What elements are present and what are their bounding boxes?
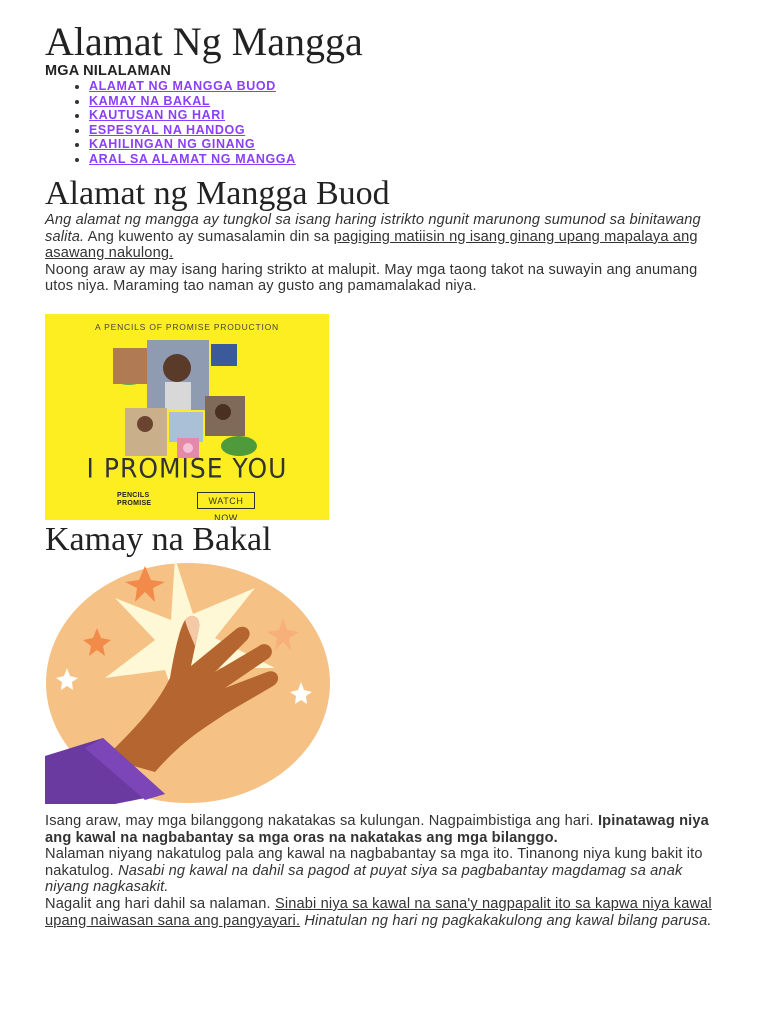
toc-item [89, 79, 296, 94]
paragraph [45, 846, 725, 896]
toc-link-kamay-na-bakal[interactable]: KAMAY NA BAKAL [89, 93, 211, 108]
italic-text: Nasabi ng kawal na dahil sa pagod at puyat siya sa pagbabantay magdamag sa anak niyang nagkasakit. [45, 862, 683, 896]
toc-link-kautusan[interactable]: KAUTUSAN NG HARI [89, 108, 225, 122]
table-of-contents [45, 63, 296, 166]
section-title-kamay: Kamay na Bakal [45, 521, 272, 558]
section-title-buod: Alamat ng Mangga Buod [45, 175, 390, 212]
hand-illustration [45, 558, 331, 804]
watch-now-button[interactable]: WATCH NOW [197, 492, 255, 509]
toc-heading: MGA NILALAMAN [45, 63, 172, 79]
toc-item [89, 123, 296, 138]
toc-item [89, 137, 296, 152]
toc-list [45, 79, 296, 166]
logo-line: PENCILS [117, 492, 150, 499]
ad-banner[interactable] [45, 314, 329, 520]
photo-collage-image [107, 338, 257, 462]
toc-item [89, 94, 296, 109]
section-buod-body [45, 212, 725, 295]
italic-text: Hinatulan ng hari ng pagkakakulong ang kawal bilang parusa. [300, 912, 712, 929]
body-text: Ang kuwento ay sumasalamin din sa [84, 228, 334, 245]
pencils-of-promise-logo [117, 492, 151, 508]
paragraph [45, 212, 725, 262]
italic-text: Ang alamat ng mangga ay tungkol sa isang haring istrikto ngunit marunong sumunod sa binitawang salita. [45, 212, 701, 245]
logo-line: PROMISE [117, 500, 152, 507]
toc-item [89, 108, 296, 123]
toc-link-aral[interactable]: ARAL SA ALAMAT NG MANGGA [89, 151, 296, 166]
underlined-text: Sinabi niya sa kawal na sana'y nagpapalit ito sa kapwa niya kawal upang naiwasan sana ang pangyayari. [45, 895, 712, 929]
paragraph [45, 813, 725, 846]
toc-link-espesyal-handog[interactable]: ESPESYAL NA HANDOG [89, 122, 246, 137]
bold-text: Ipinatawag niya ang kawal na nagbabantay sa mga oras na nakatakas ang mga bilanggo. [45, 813, 709, 846]
toc-link-alamat-buod[interactable]: ALAMAT NG MANGGA BUOD [89, 79, 276, 93]
body-text: Nagalit ang hari dahil sa nalaman. [45, 895, 275, 912]
body-text: Isang araw, may mga bilanggong nakatakas sa kulungan. Nagpaimbistiga ang hari. [45, 813, 598, 829]
toc-link-kahilingan[interactable]: KAHILINGAN NG GINANG [89, 137, 256, 151]
toc-item [89, 152, 296, 167]
paragraph [45, 896, 725, 929]
page-title: Alamat Ng Mangga [45, 19, 363, 64]
banner-title: I PROMISE YOU [86, 453, 288, 484]
section-kamay-body [45, 813, 725, 929]
underlined-text: pagiging matiisin ng isang ginang upang mapalaya ang asawang nakulong. [45, 228, 698, 262]
banner-tagline: A PENCILS OF PROMISE PRODUCTION [95, 322, 279, 332]
body-text: Nalaman niyang nakatulog pala ang kawal na nagbabantay sa mga ito. Tinanong niya kung bakit ito nakatulog. [45, 846, 703, 879]
paragraph: Noong araw ay may isang haring strikto at malupit. May mga taong takot na suwayin ang anumang utos niya. Maraming tao naman ay gusto ang pamamalakad niya. [45, 261, 698, 295]
